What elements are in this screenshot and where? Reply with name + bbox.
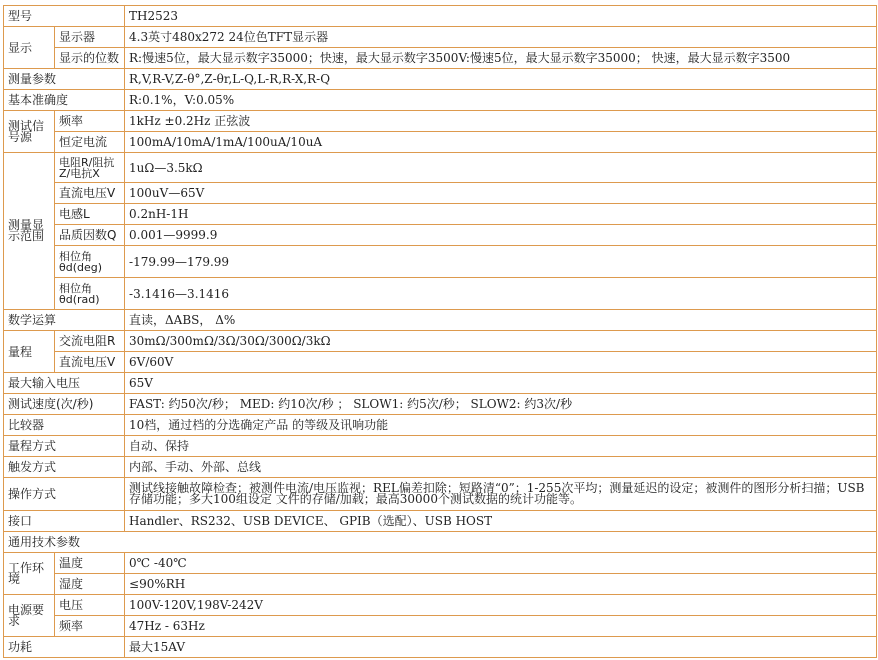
power-freq-label: 频率 — [55, 616, 125, 637]
row-range-dcv — [4, 183, 877, 204]
accuracy-value: R:0.1%，V:0.05% — [125, 90, 877, 111]
env-temp-label: 温度 — [55, 553, 125, 574]
row-comparator — [4, 415, 877, 436]
row-range-resistance — [4, 153, 877, 183]
row-range-acr — [4, 331, 877, 352]
range-dcv-label: 直流电压V — [55, 352, 125, 373]
display-digits-value: R:慢速5位，最大显示数字35000；快速，最大显示数字3500V:慢速5位，最大显示数字35000； 快速，最大显示数字3500 — [125, 48, 877, 69]
signal-freq-value: 1kHz ±0.2Hz 正弦波 — [125, 111, 877, 132]
range-item-value: 1uΩ—3.5kΩ — [125, 153, 877, 183]
range-label: 量程 — [4, 331, 55, 373]
range-item-label: 电感L — [55, 204, 125, 225]
row-accuracy — [4, 90, 877, 111]
model-label: 型号 — [4, 6, 125, 27]
range-item-label: 直流电压V — [55, 183, 125, 204]
row-signal-freq — [4, 111, 877, 132]
accuracy-label: 基本准确度 — [4, 90, 125, 111]
comparator-label: 比较器 — [4, 415, 125, 436]
math-value: 直读，ΔABS， Δ% — [125, 310, 877, 331]
env-temp-value: 0℃ -40℃ — [125, 553, 877, 574]
display-label: 显示 — [4, 27, 55, 69]
env-humidity-value: ≤90%RH — [125, 574, 877, 595]
range-item-label: 电阻R/阻抗Z/电抗X — [55, 153, 125, 183]
params-value: R,V,R-V,Z-θ°,Z-θr,L-Q,L-R,R-X,R-Q — [125, 69, 877, 90]
row-range-inductance — [4, 204, 877, 225]
power-voltage-value: 100V-120V,198V-242V — [125, 595, 877, 616]
range-item-value: 100uV—65V — [125, 183, 877, 204]
row-consumption — [4, 637, 877, 658]
display-screen-label: 显示器 — [55, 27, 125, 48]
signal-label: 测试信号源 — [4, 111, 55, 153]
params-label: 测量参数 — [4, 69, 125, 90]
comparator-value: 10档，通过档的分选确定产品 的等级及讯响功能 — [125, 415, 877, 436]
row-env-temp — [4, 553, 877, 574]
row-range-q — [4, 225, 877, 246]
row-model — [4, 6, 877, 27]
math-label: 数学运算 — [4, 310, 125, 331]
row-max-input — [4, 373, 877, 394]
row-general — [4, 532, 877, 553]
trigger-label: 触发方式 — [4, 457, 125, 478]
row-operation — [4, 478, 877, 511]
display-digits-label: 显示的位数 — [55, 48, 125, 69]
display-screen-value: 4.3英寸480x272 24位色TFT显示器 — [125, 27, 877, 48]
general-section-label: 通用技术参数 — [4, 532, 877, 553]
signal-freq-label: 频率 — [55, 111, 125, 132]
env-humidity-label: 湿度 — [55, 574, 125, 595]
interface-label: 接口 — [4, 511, 125, 532]
operation-value: 测试线接触故障检查；被测件电流/电压监视；REL偏差扣除；短路清“0”；1-255次平均；测量延迟的设定；被测件的图形分析扫描；USB存储功能；多大100组设定 文件的存储/加载；最高30000个测试数据的统计功能等。 — [125, 478, 877, 511]
row-interface — [4, 511, 877, 532]
range-mode-label: 量程方式 — [4, 436, 125, 457]
range-item-label: 品质因数Q — [55, 225, 125, 246]
consumption-value: 最大15AV — [125, 637, 877, 658]
signal-current-value: 100mA/10mA/1mA/100uA/10uA — [125, 132, 877, 153]
range-item-value: 0.001—9999.9 — [125, 225, 877, 246]
range-item-label: 相位角θd(rad) — [55, 278, 125, 310]
row-range-dcv2 — [4, 352, 877, 373]
spec-table — [3, 5, 877, 658]
row-speed — [4, 394, 877, 415]
power-voltage-label: 电压 — [55, 595, 125, 616]
max-input-label: 最大输入电压 — [4, 373, 125, 394]
range-item-value: 0.2nH-1H — [125, 204, 877, 225]
max-input-value: 65V — [125, 373, 877, 394]
power-label: 电源要求 — [4, 595, 55, 637]
row-power-freq — [4, 616, 877, 637]
row-display-digits — [4, 48, 877, 69]
row-range-phase-rad — [4, 278, 877, 310]
range-item-value: -179.99—179.99 — [125, 246, 877, 278]
signal-current-label: 恒定电流 — [55, 132, 125, 153]
row-math — [4, 310, 877, 331]
row-range-phase-deg — [4, 246, 877, 278]
operation-label: 操作方式 — [4, 478, 125, 511]
range-mode-value: 自动、保持 — [125, 436, 877, 457]
speed-label: 测试速度(次/秒) — [4, 394, 125, 415]
consumption-label: 功耗 — [4, 637, 125, 658]
power-freq-value: 47Hz - 63Hz — [125, 616, 877, 637]
row-params — [4, 69, 877, 90]
row-power-voltage — [4, 595, 877, 616]
range-acr-value: 30mΩ/300mΩ/3Ω/30Ω/300Ω/3kΩ — [125, 331, 877, 352]
row-display-screen — [4, 27, 877, 48]
range-item-label: 相位角θd(deg) — [55, 246, 125, 278]
row-range-mode — [4, 436, 877, 457]
range-display-label: 测量显示范围 — [4, 153, 55, 310]
range-dcv-value: 6V/60V — [125, 352, 877, 373]
trigger-value: 内部、手动、外部、总线 — [125, 457, 877, 478]
row-trigger — [4, 457, 877, 478]
environment-label: 工作环境 — [4, 553, 55, 595]
model-value: TH2523 — [125, 6, 877, 27]
row-signal-current — [4, 132, 877, 153]
interface-value: Handler、RS232、USB DEVICE、 GPIB（选配）、USB HOST — [125, 511, 877, 532]
row-env-humidity — [4, 574, 877, 595]
range-acr-label: 交流电阻R — [55, 331, 125, 352]
speed-value: FAST: 约50次/秒； MED: 约10次/秒 ； SLOW1: 约5次/秒； SLOW2: 约3次/秒 — [125, 394, 877, 415]
range-item-value: -3.1416—3.1416 — [125, 278, 877, 310]
